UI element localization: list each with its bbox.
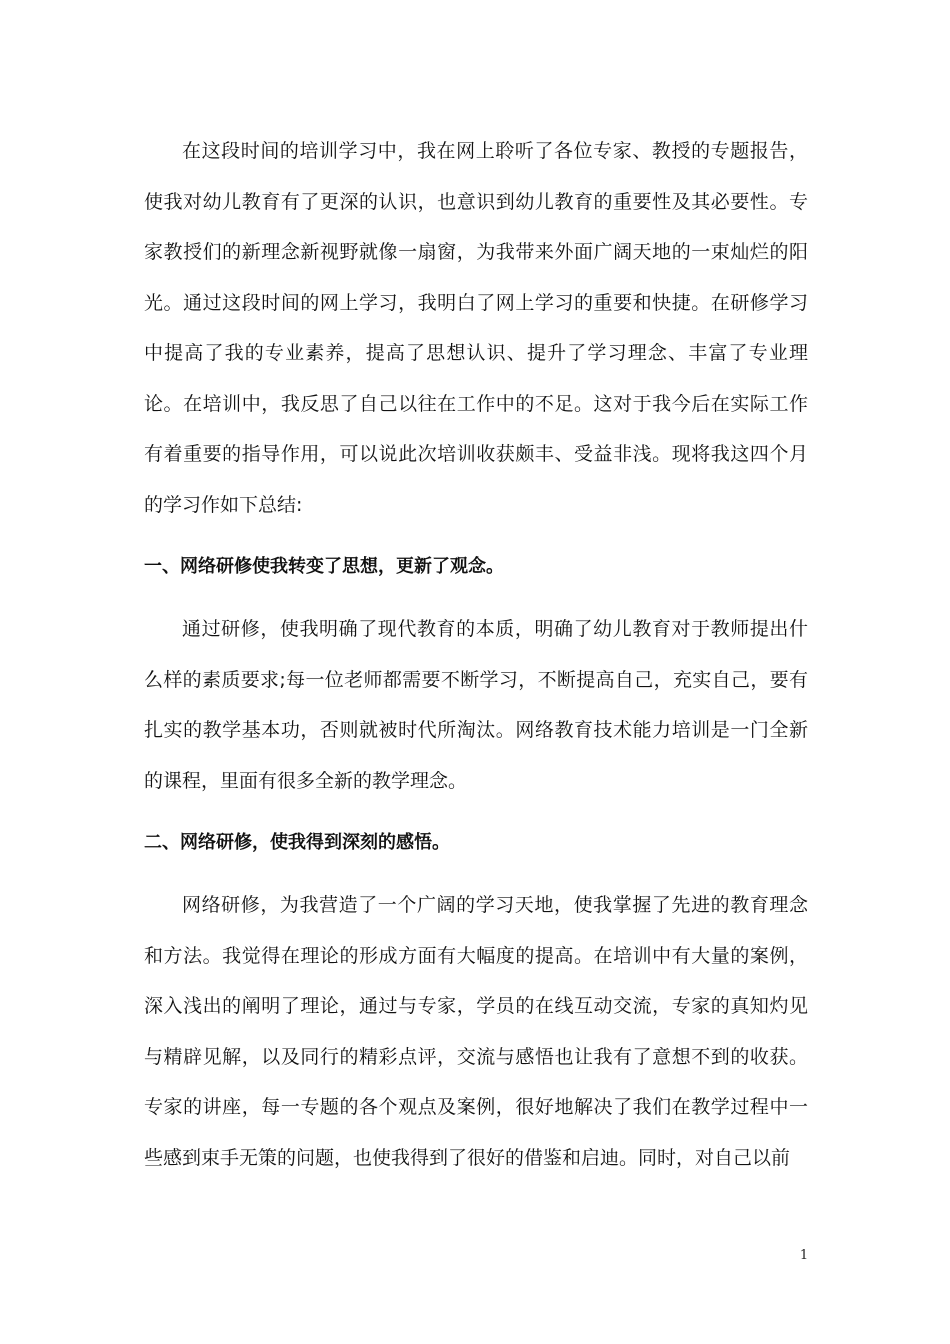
section-1-paragraph: 通过研修，使我明确了现代教育的本质，明确了幼儿教育对于教师提出什么样的素质要求;每一位老师都需要不断学习，不断提高自己，充实自己，要有扎实的教学基本功，否则就被时代所淘汰。网络教育技术能力培训是一门全新的课程，里面有很多全新的教学理念。: [144, 618, 808, 792]
section-heading-2: 二、网络研修，使我得到深刻的感悟。: [144, 832, 450, 853]
section-2-paragraph: 网络研修，为我营造了一个广阔的学习天地，使我掌握了先进的教育理念和方法。我觉得在理论的形成方面有大幅度的提高。在培训中有大量的案例，深入浅出的阐明了理论，通过与专家，学员的在线互动交流，专家的真知灼见与精辟见解，以及同行的精彩点评，交流与感悟也让我有了意想不到的收获。专家的讲座，每一专题的各个观点及案例，很好地解决了我们在教学过程中一些感到束手无策的问题，也使我得到了很好的借鉴和启迪。同时，对自己以前: [144, 894, 808, 1169]
document-body: [144, 126, 808, 1183]
intro-paragraph: 在这段时间的培训学习中，我在网上聆听了各位专家、教授的专题报告，使我对幼儿教育有了更深的认识，也意识到幼儿教育的重要性及其必要性。专家教授们的新理念新视野就像一扇窗，为我带来外面广阔天地的一束灿烂的阳光。通过这段时间的网上学习，我明白了网上学习的重要和快捷。在研修学习中提高了我的专业素养，提高了思想认识、提升了学习理念、丰富了专业理论。在培训中，我反思了自己以往在工作中的不足。这对于我今后在实际工作有着重要的指导作用，可以说此次培训收获颇丰、受益非浅。现将我这四个月的学习作如下总结:: [144, 140, 808, 516]
page-number: 1: [799, 1248, 809, 1263]
section-heading-1: 一、网络研修使我转变了思想，更新了观念。: [144, 556, 504, 577]
